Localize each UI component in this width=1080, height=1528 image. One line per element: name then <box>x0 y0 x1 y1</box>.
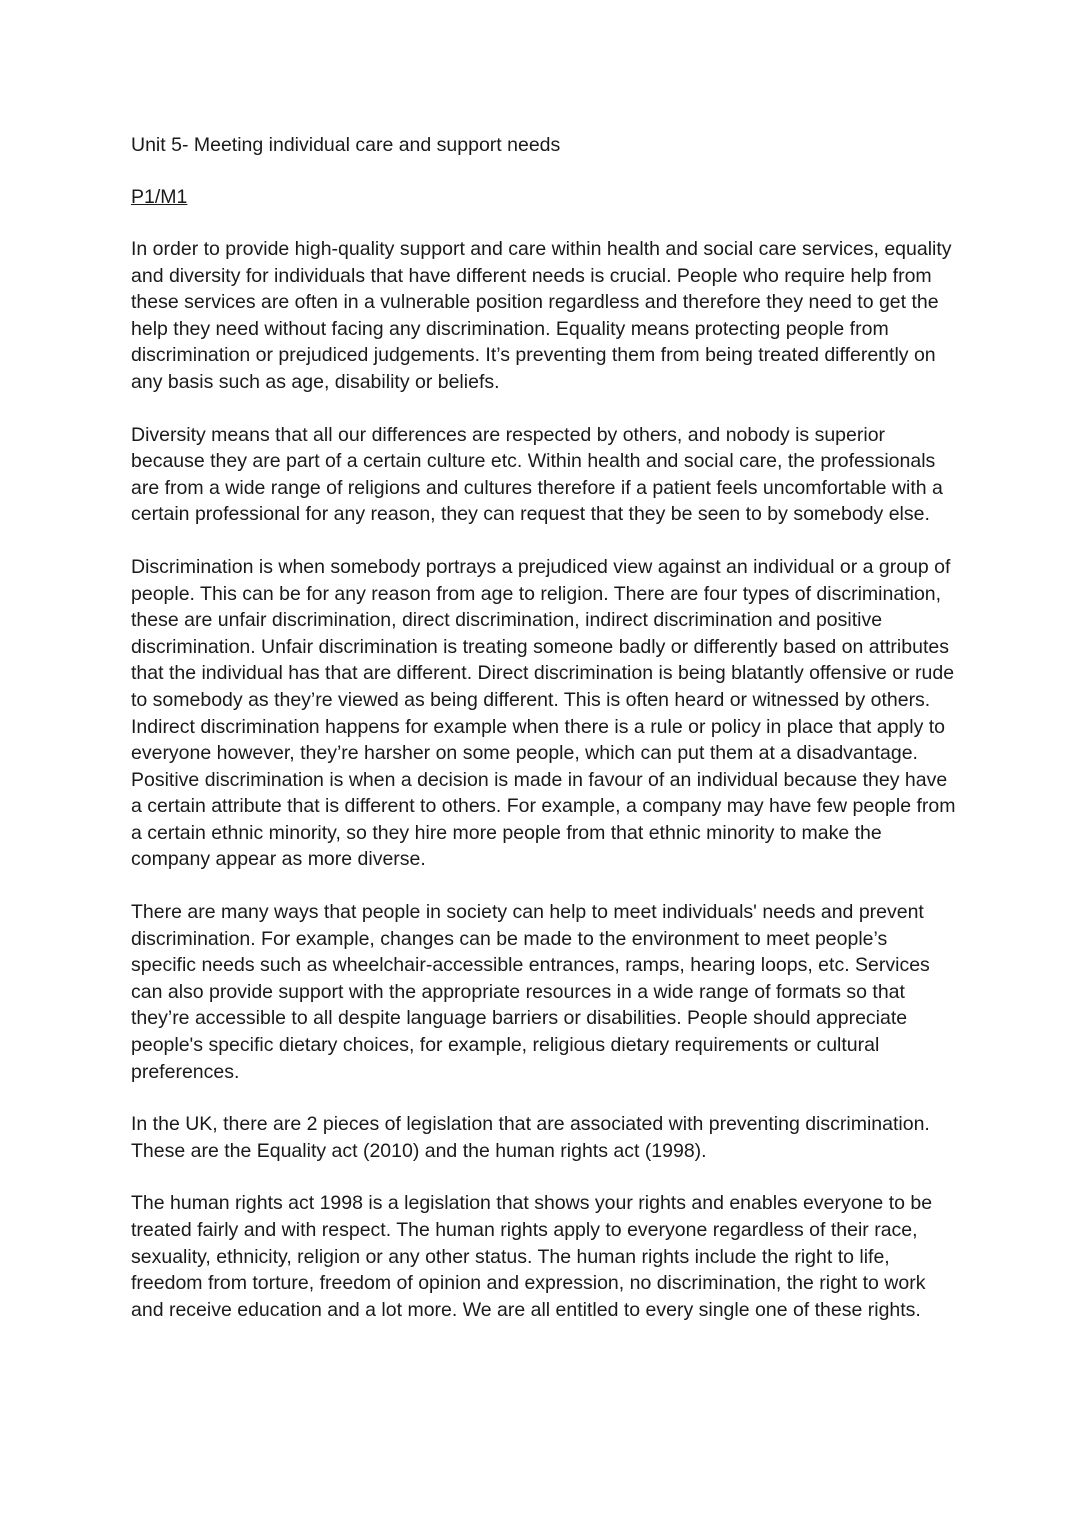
paragraph-legislation: In the UK, there are 2 pieces of legislation that are associated with preventing discrimination. These are the Equality act (2010) and the human rights act (1998). <box>131 1113 930 1162</box>
paragraph-discrimination: Discrimination is when somebody portrays a prejudiced view against an individual or a group of people. This can be for any reason from age to religion. There are four types of discrimination, these are unfair discrimination, direct discrimination, indirect discrimination and positive discrimination. Unfair discrimination is treating someone badly or differently based on attributes that the individual has that are different. Direct discrimination is being blatantly offensive or rude to somebody as they’re viewed as being different. This is often heard or witnessed by others. Indirect discrimination happens for example when there is a rule or policy in place that apply to everyone however, they’re harsher on some people, which can put them at a disadvantage. Positive discrimination is when a decision is made in favour of an individual because they have a certain attribute that is different to others. For example, a company may have few people from a certain ethnic minority, so they hire more people from that ethnic minority to make the company appear as more diverse. <box>131 555 956 871</box>
document-page <box>131 132 956 1349</box>
section-label: P1/M1 <box>131 186 188 208</box>
paragraph-meeting-needs: There are many ways that people in society can help to meet individuals' needs and prevent discrimination. For example, changes can be made to the environment to meet people’s specific needs such as wheelchair-accessible entrances, ramps, hearing loops, etc. Services can also provide support with the appropriate resources in a wide range of formats so that they’re accessible to all despite language barriers or disabilities. People should appreciate people's specific dietary choices, for example, religious dietary requirements or cultural preferences. <box>131 901 930 1083</box>
paragraph-equality: In order to provide high-quality support and care within health and social care services, equality and diversity for individuals that have different needs is crucial. People who require help from these services are often in a vulnerable position regardless and therefore they need to get the help they need without facing any discrimination. Equality means protecting people from discrimination or prejudiced judgements. It’s preventing them from being treated differently on any basis such as age, disability or beliefs. <box>131 238 952 393</box>
document-title: Unit 5- Meeting individual care and support needs <box>131 134 561 156</box>
paragraph-human-rights-act: The human rights act 1998 is a legislation that shows your rights and enables everyone to be treated fairly and with respect. The human rights apply to everyone regardless of their race, sexuality, ethnicity, religion or any other status. The human rights include the right to life, freedom from torture, freedom of opinion and expression, no discrimination, the right to work and receive education and a lot more. We are all entitled to every single one of these rights. <box>131 1192 933 1321</box>
paragraph-diversity: Diversity means that all our differences are respected by others, and nobody is superior because they are part of a certain culture etc. Within health and social care, the professionals are from a wide range of religions and cultures therefore if a patient feels uncomfortable with a certain professional for any reason, they can request that they be seen to by somebody else. <box>131 423 943 526</box>
